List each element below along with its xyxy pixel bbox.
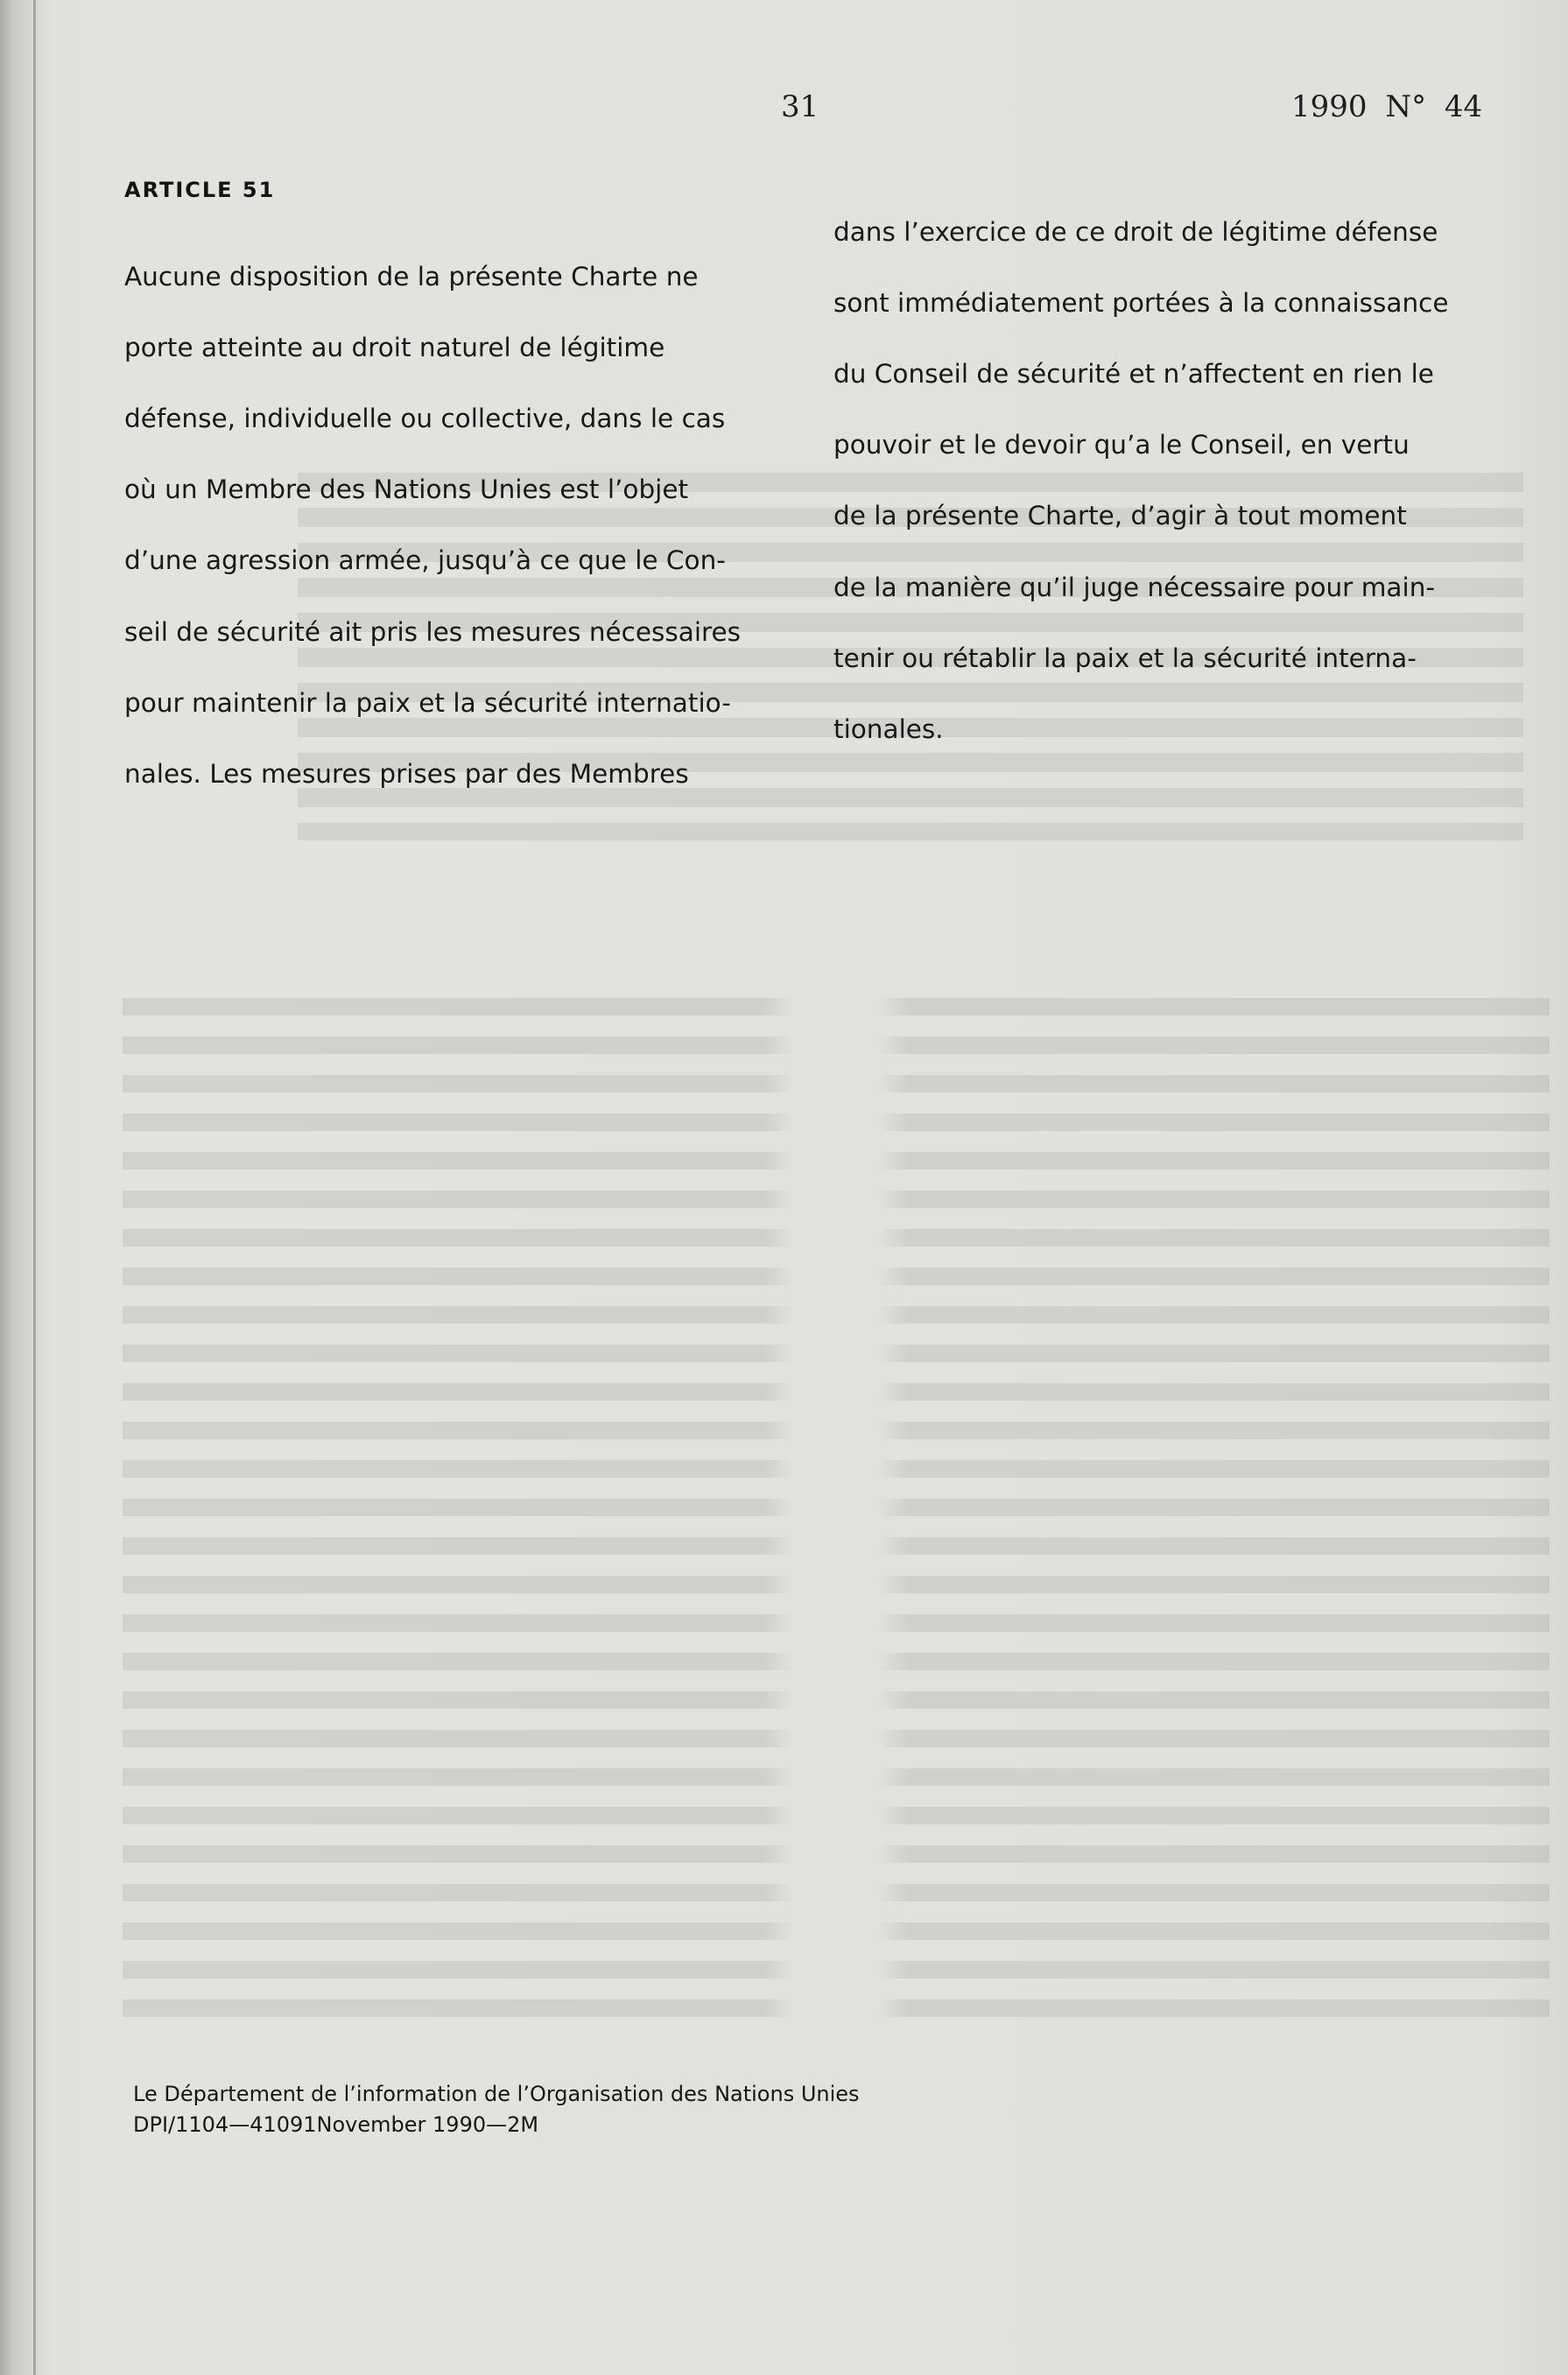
issue-number: 1990 N° 44: [1291, 89, 1483, 124]
binding-shadow: [0, 0, 53, 2375]
text-line: de la présente Charte, d’agir à tout moment: [833, 501, 1407, 531]
publisher-credit: Le Département de l’information de l’Organisation des Nations Unies: [133, 2082, 860, 2106]
page-number: 31: [781, 89, 819, 124]
text-line: tionales.: [833, 713, 944, 744]
text-line: pouvoir et le devoir qu’a le Conseil, en vertu: [833, 430, 1410, 460]
text-line: sont immédiatement portées à la connaissance: [833, 287, 1449, 318]
article-text-right-column: [833, 179, 1481, 783]
text-line: où un Membre des Nations Unies est l’objet: [124, 474, 689, 505]
text-line: du Conseil de sécurité et n’affectent en rien le: [833, 358, 1434, 389]
text-line: dans l’exercice de ce droit de légitime défense: [833, 216, 1438, 247]
article-text-left-column: [124, 223, 790, 827]
text-line: nales. Les mesures prises par des Membres: [124, 758, 689, 789]
article-heading: ARTICLE 51: [124, 178, 276, 202]
text-line: d’une agression armée, jusqu’à ce que le Con-: [124, 545, 726, 576]
text-line: porte atteinte au droit naturel de légitime: [124, 332, 665, 362]
text-line: de la manière qu’il juge nécessaire pour main-: [833, 572, 1436, 602]
text-line: pour maintenir la paix et la sécurité internatio-: [124, 687, 731, 718]
show-through-texture-2: [123, 998, 1550, 2031]
text-line: défense, individuelle ou collective, dans le cas: [124, 403, 726, 433]
binding-edge: [33, 0, 36, 2375]
text-line: Aucune disposition de la présente Charte ne: [124, 261, 699, 292]
text-line: seil de sécurité ait pris les mesures nécessaires: [124, 616, 742, 647]
publication-code: DPI/1104—41091November 1990—2M: [133, 2112, 539, 2137]
text-line: tenir ou rétablir la paix et la sécurité interna-: [833, 643, 1417, 673]
